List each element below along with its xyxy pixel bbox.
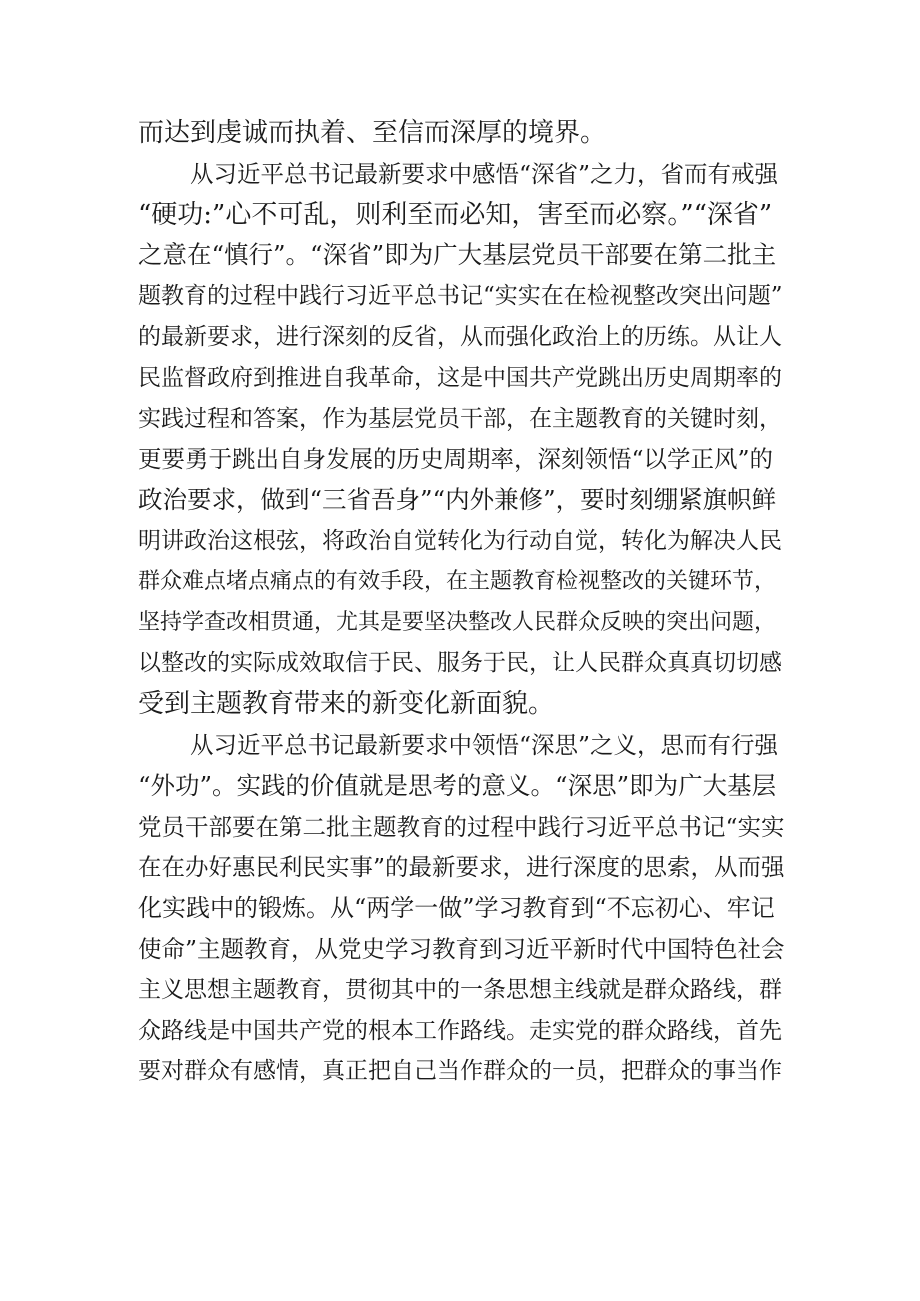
- text-line: 使命”主题教育，从党史学习教育到习近平新时代中国特色社会: [138, 934, 785, 963]
- text-line: 化实践中的锻炼。从“两学一做”学习教育到“不忘初心、牢记: [138, 894, 775, 923]
- text-line: 而达到虔诚而执着、至信而深厚的境界。: [138, 118, 607, 148]
- text-line: 的最新要求，进行深刻的反省，从而强化政治上的历练。从让人: [138, 323, 782, 350]
- text-line: 政治要求，做到“三省吾身”“内外兼修”，要时刻绷紧旗帜鲜: [138, 485, 777, 515]
- text-line: 要对群众有感情，真正把自己当作群众的一员，把群众的事当作: [138, 1058, 782, 1085]
- text-line: 坚持学查改相贯通，尤其是要坚决整改人民群众反映的突出问题，: [138, 609, 777, 635]
- text-line: 实践过程和答案，作为基层党员干部，在主题教育的关键时刻，: [138, 405, 782, 432]
- paragraph-start-line: 从习近平总书记最新要求中领悟“深思”之义，思而有行强: [190, 730, 779, 759]
- text-line: “硬功:”心不可乱，则利至而必知，害至而必察。”“深省”: [138, 199, 773, 230]
- text-line: 更要勇于跳出自身发展的历史周期率，深刻领悟“以学正风”的: [138, 445, 774, 474]
- text-line: 众路线是中国共产党的根本工作路线。走实党的群众路线，首先: [138, 1017, 782, 1044]
- body-text: [138, 113, 786, 1092]
- text-line: 明讲政治这根弦，将政治自觉转化为行动自觉，转化为解决人民: [138, 527, 782, 554]
- text-line: 主义思想主题教育，贯彻其中的一条思想主线就是群众路线，群: [138, 976, 782, 1003]
- text-line: 受到主题教育带来的新变化新面貌。: [138, 689, 555, 720]
- paragraph-start-line: 从习近平总书记最新要求中感悟“深省”之力，省而有戒强: [190, 159, 779, 188]
- text-line: 群众难点堵点痛点的有效手段，在主题教育检视整改的关键环节，: [138, 568, 777, 594]
- text-line: “外功”。实践的价值就是思考的意义。“深思”即为广大基层: [138, 770, 777, 800]
- text-line: 之意在“慎行”。“深省”即为广大基层党员干部要在第二批主: [138, 240, 777, 270]
- text-line: 在在办好惠民利民实事”的最新要求，进行深度的思索，从而强: [138, 853, 785, 882]
- text-line: 党员干部要在第二批主题教育的过程中践行习近平总书记“实实: [138, 812, 785, 841]
- text-line: 民监督政府到推进自我革命，这是中国共产党跳出历史周期率的: [138, 364, 782, 391]
- text-line: 以整改的实际成效取信于民、服务于民，让人民群众真真切切感: [138, 650, 782, 677]
- text-line: 题教育的过程中践行习近平总书记“实实在在检视整改突出问题”: [138, 283, 783, 310]
